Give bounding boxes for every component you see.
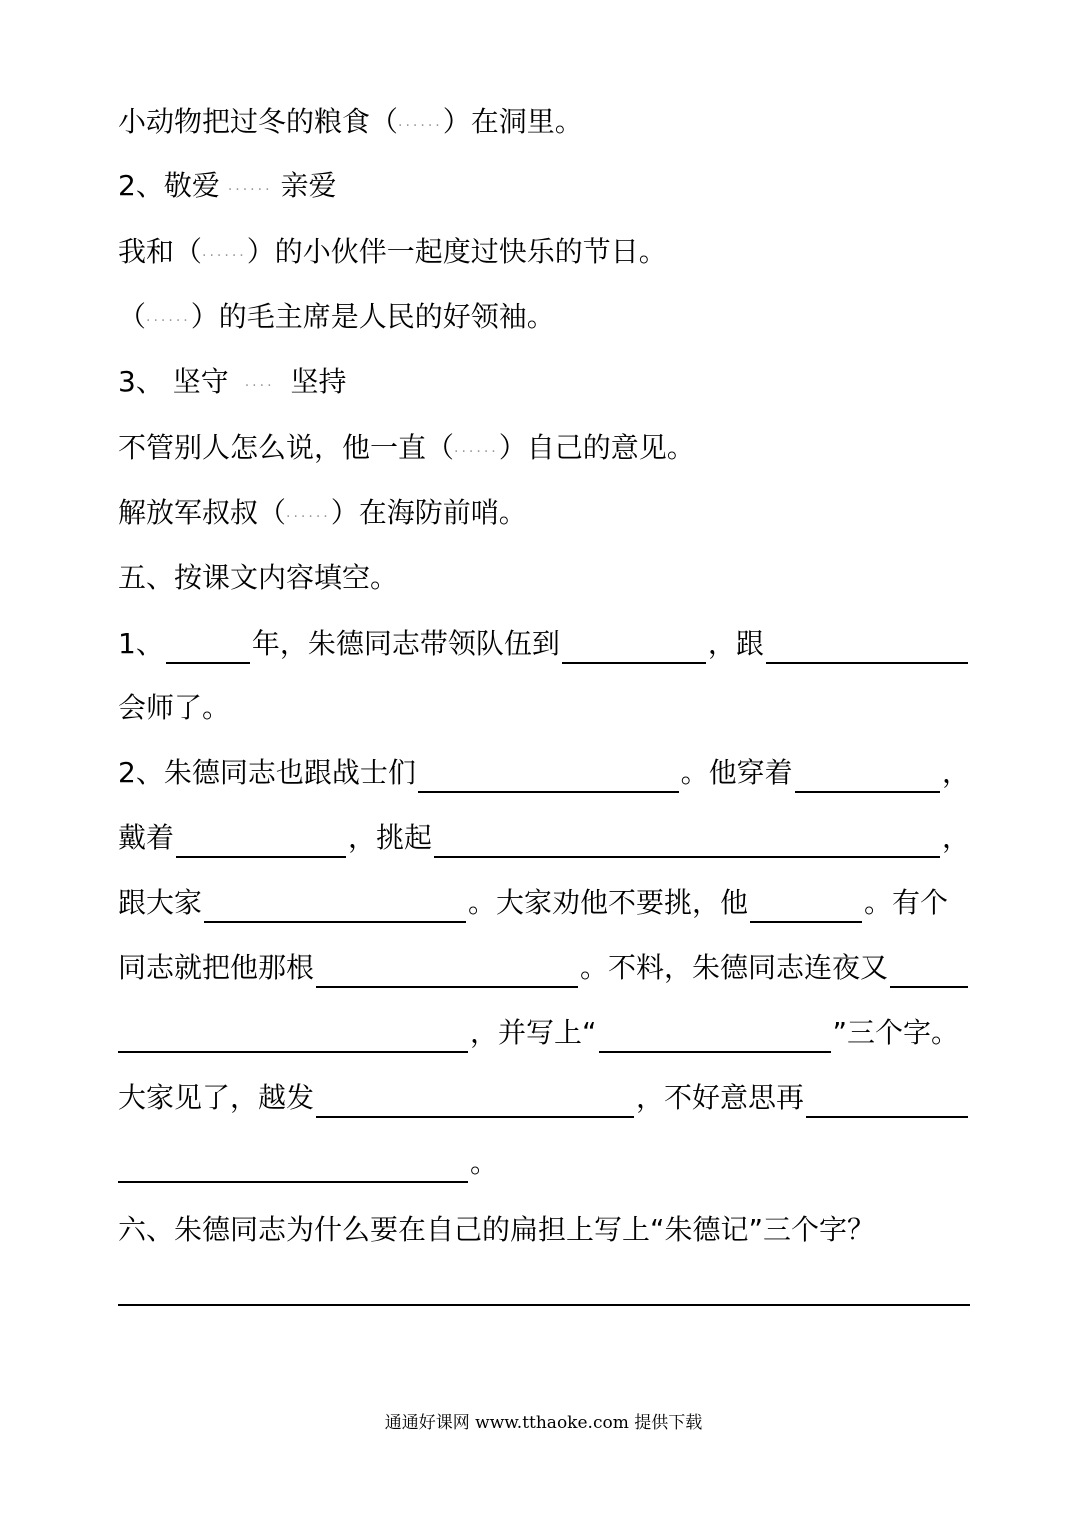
fill-line-4: 跟大家 。大家劝他不要挑，他 。有个 [118,883,970,923]
sentence-chairman: （ ...... ）的毛主席是人民的好领袖。 [118,300,555,333]
answer-line [118,1266,970,1306]
blank-he[interactable] [750,891,862,923]
blank-more[interactable] [316,1086,634,1118]
fill-line-8: 。 [118,1143,970,1183]
fill-line-7: 大家见了，越发 ，不好意思再 [118,1078,970,1118]
sentence-opinion: 不管别人怎么说，他一直（ ...... ）自己的意见。 [118,431,695,464]
blank-made[interactable] [118,1021,468,1053]
blank-pole[interactable] [316,956,578,988]
blank-hat[interactable] [176,826,346,858]
sentence-soldier: 解放军叔叔（ ...... ）在海防前哨。 [118,496,527,529]
fill-line-6: ，并写上“ ”三个字。 [118,1013,970,1053]
sentence-grain: 小动物把过冬的粮食（ ...... ）在洞里。 [118,102,970,142]
blank-together[interactable] [204,891,466,923]
blank-final[interactable] [118,1151,468,1183]
fill-line-5: 同志就把他那根 。不料，朱德同志连夜又 [118,948,970,988]
page-footer: 通通好课网 www.tthaoke.com 提供下载 [384,1413,703,1433]
blank-three-chars[interactable] [599,1021,831,1053]
blank-again[interactable] [806,1086,968,1118]
blank-place[interactable] [562,632,706,664]
section-five-heading: 五、按课文内容填空。 [118,561,399,594]
blank-wearing[interactable] [795,761,940,793]
blank-with-soldiers[interactable] [418,761,679,793]
answer-blank[interactable] [118,1274,970,1306]
word-pair-2: 2、敬爱 ...... 亲爱 [118,169,337,202]
fill-line-1-end: 会师了。 [118,691,231,724]
fill-line-3: 戴着 ，挑起 ， [118,818,970,858]
blank-year[interactable] [166,632,250,664]
section-six-question: 六、朱德同志为什么要在自己的扁担上写上“朱德记”三个字？ [118,1213,876,1246]
fill-line-1: 1、 年，朱德同志带领队伍到 ，跟 [118,624,970,664]
word-pair-3: 3、 坚守 .... 坚持 [118,365,347,398]
blank-dots: ...... [398,114,443,130]
fill-line-2: 2、朱德同志也跟战士们 。他穿着 ， [118,753,970,793]
blank-overnight[interactable] [890,956,968,988]
sentence-friends: 我和（ ...... ）的小伙伴一起度过快乐的节日。 [118,235,667,268]
blank-with[interactable] [766,632,968,664]
blank-carry[interactable] [434,826,940,858]
